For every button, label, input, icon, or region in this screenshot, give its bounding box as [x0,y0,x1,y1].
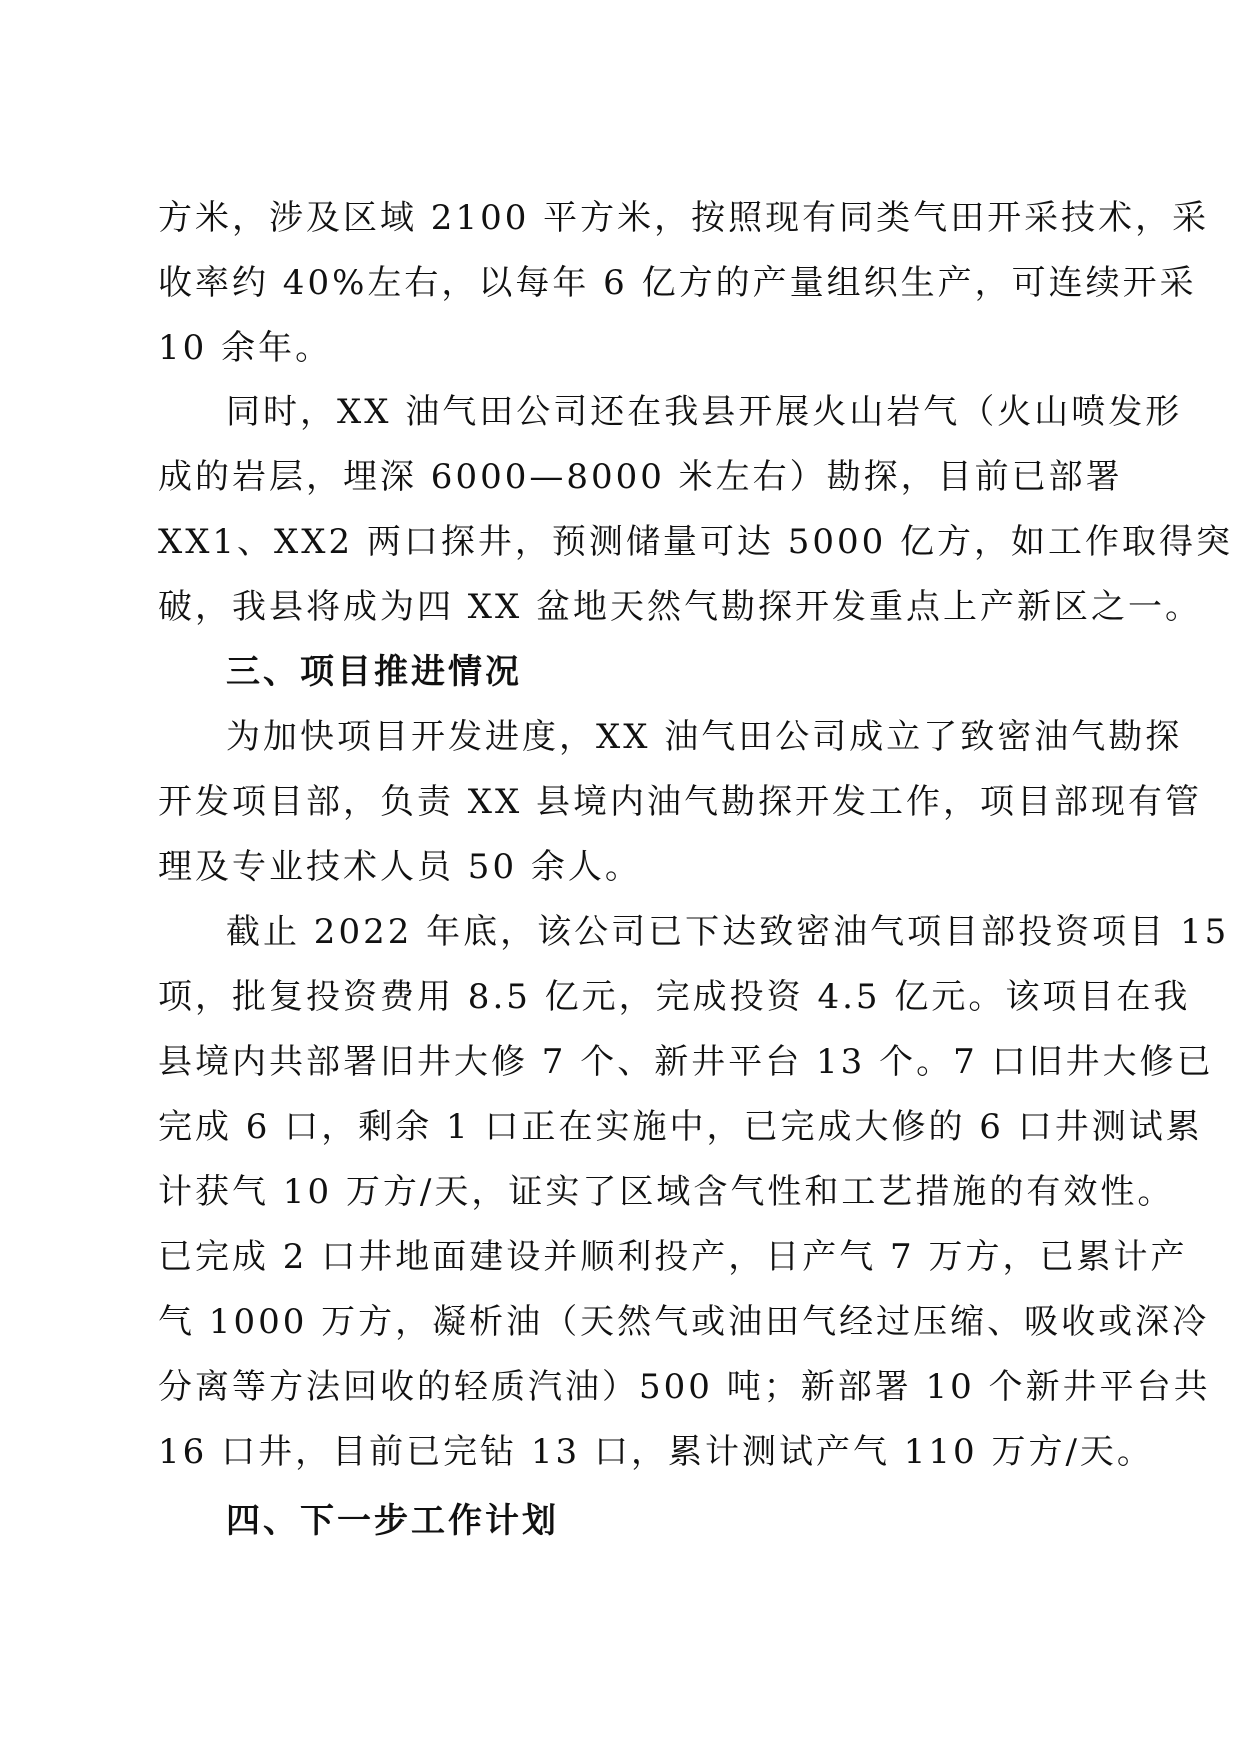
section-heading-next-steps: 四、下一步工作计划 [226,1501,559,1541]
text-line: 已完成 2 口井地面建设并顺利投产，日产气 7 万方，已累计产 [158,1237,1188,1277]
paragraph-reserves [158,186,1210,381]
text-line: XX1、XX2 两口探井，预测储量可达 5000 亿方，如工作取得突 [158,522,1234,562]
paragraph-investment-progress [158,900,1230,1485]
text-line: 方米，涉及区域 2100 平方米，按照现有同类气田开采技术，采 [158,198,1210,238]
text-line: 收率约 40%左右，以每年 6 亿方的产量组织生产，可连续开采 [158,263,1197,303]
text-line: 截止 2022 年底，该公司已下达致密油气项目部投资项目 15 [226,912,1230,952]
text-line: 分离等方法回收的轻质汽油）500 吨；新部署 10 个新井平台共 [158,1367,1211,1407]
paragraph-project-department [158,705,1203,900]
text-line: 10 余年。 [158,328,333,368]
text-line: 项，批复投资费用 8.5 亿元，完成投资 4.5 亿元。该项目在我 [158,977,1191,1017]
paragraph-volcanic-gas [158,380,1234,640]
text-line: 完成 6 口，剩余 1 口正在实施中，已完成大修的 6 口井测试累 [158,1107,1203,1147]
text-line: 县境内共部署旧井大修 7 个、新井平台 13 个。7 口旧井大修已 [158,1042,1214,1082]
text-line: 成的岩层，埋深 6000—8000 米左右）勘探，目前已部署 [158,457,1123,497]
text-line: 破，我县将成为四 XX 盆地天然气勘探开发重点上产新区之一。 [158,587,1203,627]
text-line: 同时，XX 油气田公司还在我县开展火山岩气（火山喷发形 [226,392,1183,432]
text-line: 为加快项目开发进度，XX 油气田公司成立了致密油气勘探 [226,717,1183,757]
document-body [158,186,1234,1554]
text-line: 开发项目部，负责 XX 县境内油气勘探开发工作，项目部现有管 [158,782,1203,822]
section-heading-project-progress: 三、项目推进情况 [226,652,522,692]
text-line: 理及专业技术人员 50 余人。 [158,847,642,887]
text-line: 16 口井，目前已完钻 13 口，累计测试产气 110 万方/天。 [158,1432,1154,1472]
text-line: 气 1000 万方，凝析油（天然气或油田气经过压缩、吸收或深冷 [158,1302,1210,1342]
text-line: 计获气 10 万方/天，证实了区域含气性和工艺措施的有效性。 [158,1172,1175,1212]
